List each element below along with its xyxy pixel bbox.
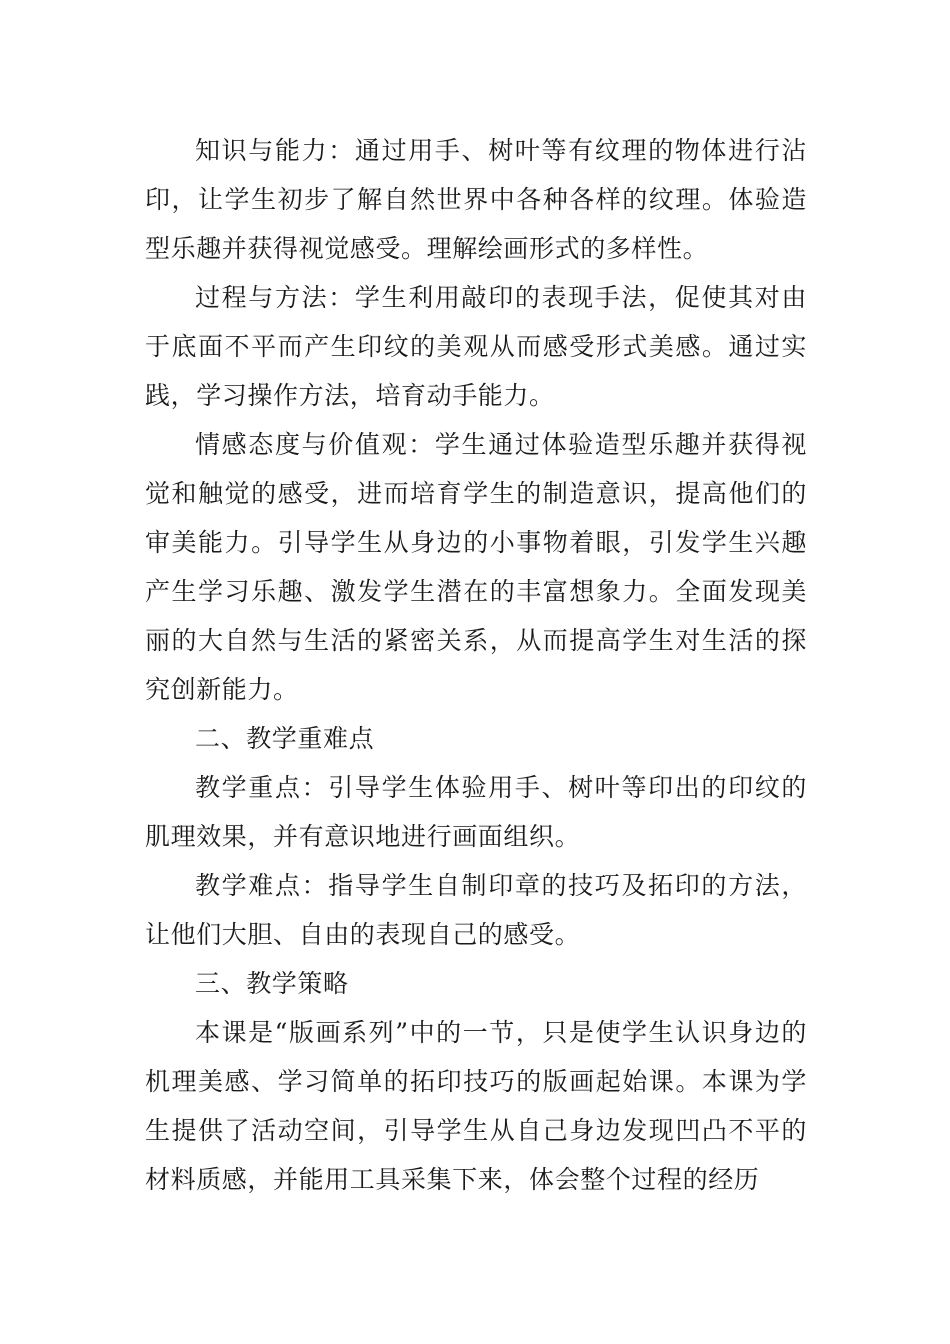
paragraph-emotion-values: 情感态度与价值观：学生通过体验造型乐趣并获得视觉和触觉的感受，进而培育学生的制造意识，提高他们的审美能力。引导学生从身边的小事物着眼，引发学生兴趣产生学习乐趣、激发学生潜在的丰富想象力。全面发现美丽的大自然与生活的紧密关系，从而提高学生对生活的探究创新能力。 [145, 430, 807, 704]
section-heading-key-difficult-points: 二、教学重难点 [195, 724, 375, 753]
paragraph-teaching-focus: 教学重点：引导学生体验用手、树叶等印出的印纹的肌理效果，并有意识地进行画面组织。 [145, 773, 807, 851]
section-heading-teaching-strategy: 三、教学策略 [195, 969, 349, 998]
paragraph-strategy-body: 本课是“版画系列”中的一节，只是使学生认识身边的机理美感、学习简单的拓印技巧的版画起始课。本课为学生提供了活动空间，引导学生从自己身边发现凹凸不平的材料质感，并能用工具采集下来，体会整个过程的经历 [145, 1018, 807, 1194]
paragraph-teaching-difficulty: 教学难点：指导学生自制印章的技巧及拓印的方法，让他们大胆、自由的表现自己的感受。 [145, 871, 807, 949]
paragraph-knowledge-ability: 知识与能力：通过用手、树叶等有纹理的物体进行沾印，让学生初步了解自然世界中各种各样的纹理。体验造型乐趣并获得视觉感受。理解绘画形式的多样性。 [145, 136, 807, 263]
document-page [145, 126, 807, 1204]
paragraph-process-method: 过程与方法：学生利用敲印的表现手法，促使其对由于底面不平而产生印纹的美观从而感受形式美感。通过实践，学习操作方法，培育动手能力。 [145, 283, 807, 410]
